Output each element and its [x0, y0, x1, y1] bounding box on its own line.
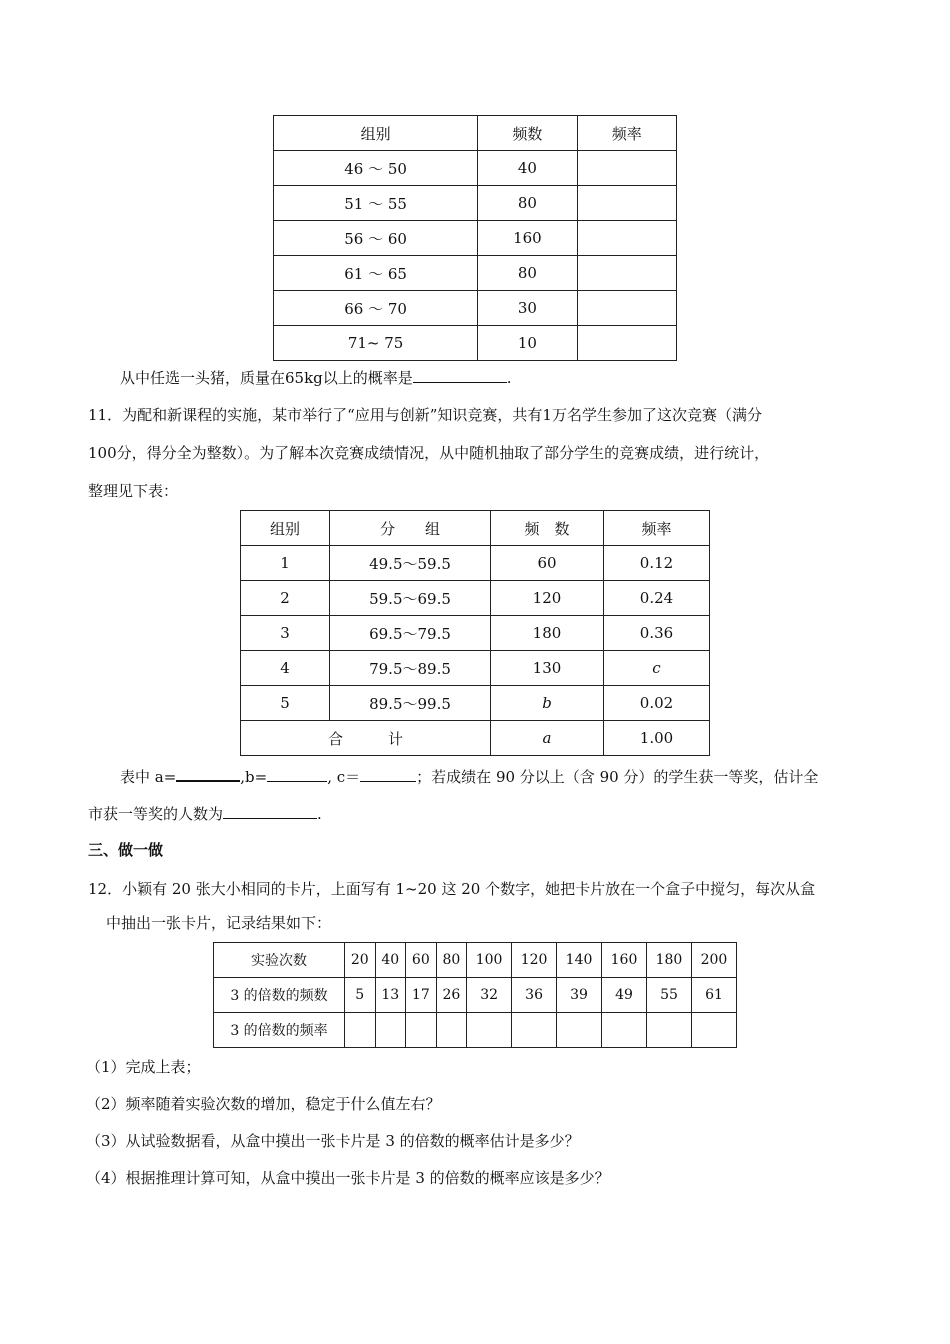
table-cell	[577, 256, 676, 291]
table-cell	[577, 151, 676, 186]
table-cell: 49.5～59.5	[330, 546, 491, 581]
table-cell: 26	[436, 978, 467, 1013]
table-cell: 79.5～89.5	[330, 651, 491, 686]
text-period: .	[317, 805, 322, 823]
table-cell: 80	[478, 186, 577, 221]
q11-line-3: 整理见下表：	[88, 482, 179, 500]
table-cell: 71~ 75	[274, 326, 478, 361]
table-row	[274, 291, 677, 326]
table-cell: 56 ～ 60	[274, 221, 478, 256]
table-cell	[577, 326, 676, 361]
table-cell	[467, 1013, 512, 1048]
table-cell: 32	[467, 978, 512, 1013]
total-label: 合 计	[241, 721, 491, 756]
table-cell: 60	[406, 943, 437, 978]
table-cell: 10	[478, 326, 577, 361]
q11-answer-line	[120, 764, 900, 788]
table-cell	[602, 1013, 647, 1048]
table-cell: 100	[467, 943, 512, 978]
table-cell: 200	[691, 943, 736, 978]
table-cell: 36	[512, 978, 557, 1013]
answer-blank	[413, 366, 507, 383]
q10-question: 从中任选一头猪，质量在65kg以上的概率是	[120, 369, 413, 387]
table-row	[274, 186, 677, 221]
table-row	[214, 1013, 737, 1048]
table-row	[214, 978, 737, 1013]
contest-score-table	[240, 510, 710, 756]
header-cell: 分 组	[330, 511, 491, 546]
experiment-table	[213, 942, 737, 1048]
table-cell: 30	[478, 291, 577, 326]
table-cell-variable	[491, 686, 604, 721]
table-cell: 140	[557, 943, 602, 978]
table-cell: 5	[241, 686, 330, 721]
q10-tail-text: 从中任选一头猪，质量在65kg以上的概率是 .	[120, 366, 900, 389]
answer-blank-c	[360, 765, 416, 782]
table-cell: 17	[406, 978, 437, 1013]
row-label: 3 的倍数的频数	[214, 978, 345, 1013]
table-cell: 1	[241, 546, 330, 581]
table-total-row	[241, 721, 710, 756]
q12-line-1: 12．小颖有 20 张大小相同的卡片，上面写有 1~20 这 20 个数字，她把卡片放在一个盒子中搅匀，每次从盒	[88, 880, 816, 898]
q11-line-1: 11．为配和新课程的实施，某市举行了“应用与创新”知识竞赛，共有1万名学生参加了这次竞赛（满分	[88, 406, 762, 424]
sub-question-2: （2）频率随着实验次数的增加，稳定于什么值左右？	[86, 1095, 441, 1113]
table-cell-variable	[604, 651, 710, 686]
variable-a: a	[542, 729, 552, 747]
answer-blank-count	[223, 802, 317, 819]
table-cell: 160	[478, 221, 577, 256]
table-cell: 160	[602, 943, 647, 978]
table-cell: 40	[375, 943, 406, 978]
table-cell: 61 ～ 65	[274, 256, 478, 291]
table-cell: 80	[478, 256, 577, 291]
text-count: 市获一等奖的人数为	[88, 805, 224, 823]
q11-answer-line-2	[88, 802, 868, 825]
table-cell: 40	[478, 151, 577, 186]
table-cell: 2	[241, 581, 330, 616]
table-cell	[406, 1013, 437, 1048]
table-header-row	[241, 511, 710, 546]
table-row	[274, 221, 677, 256]
table-row	[274, 256, 677, 291]
table-cell	[375, 1013, 406, 1048]
table-cell	[345, 1013, 376, 1048]
table-row	[274, 151, 677, 186]
table-row	[241, 546, 710, 581]
table-cell: 46 ～ 50	[274, 151, 478, 186]
variable-b: b	[542, 694, 552, 712]
table-cell: 1.00	[604, 721, 710, 756]
table-cell: 0.24	[604, 581, 710, 616]
table-row	[241, 651, 710, 686]
table-header-row	[274, 116, 677, 151]
header-cell: 频 数	[491, 511, 604, 546]
sub-question-3: （3）从试验数据看，从盒中摸出一张卡片是 3 的倍数的概率估计是多少？	[86, 1132, 580, 1150]
q11-line-2: 100分，得分全为整数）。为了解本次竞赛成绩情况，从中随机抽取了部分学生的竞赛成绩，进行统计，	[88, 444, 770, 462]
table-cell: 0.36	[604, 616, 710, 651]
table-cell	[577, 221, 676, 256]
header-cell: 频率	[577, 116, 676, 151]
header-cell: 频数	[478, 116, 577, 151]
table-row	[214, 943, 737, 978]
table-cell: 5	[345, 978, 376, 1013]
table-cell	[647, 1013, 692, 1048]
header-cell: 组别	[274, 116, 478, 151]
section-title: 三、做一做	[88, 841, 164, 859]
table-cell: 61	[691, 978, 736, 1013]
row-label: 3 的倍数的频率	[214, 1013, 345, 1048]
table-cell: 4	[241, 651, 330, 686]
table-cell: 59.5～69.5	[330, 581, 491, 616]
pig-weight-table	[273, 115, 677, 361]
table-cell: 3	[241, 616, 330, 651]
table-cell: 60	[491, 546, 604, 581]
table-row	[241, 686, 710, 721]
table-cell: 0.02	[604, 686, 710, 721]
table-cell: 51 ～ 55	[274, 186, 478, 221]
table-cell	[691, 1013, 736, 1048]
table-row	[274, 326, 677, 361]
text-b: ,b=	[240, 768, 268, 786]
variable-c: c	[652, 659, 661, 677]
table-cell: 180	[491, 616, 604, 651]
table-cell: 39	[557, 978, 602, 1013]
q12-line-2: 中抽出一张卡片，记录结果如下：	[106, 914, 332, 932]
table-cell: 89.5～99.5	[330, 686, 491, 721]
table-cell: 130	[491, 651, 604, 686]
header-cell: 组别	[241, 511, 330, 546]
header-cell: 频率	[604, 511, 710, 546]
text-a: 表中 a=	[120, 768, 177, 786]
answer-blank-a	[176, 764, 240, 782]
table-cell: 49	[602, 978, 647, 1013]
answer-blank-b	[267, 765, 327, 782]
table-cell: 69.5～79.5	[330, 616, 491, 651]
table-cell	[512, 1013, 557, 1048]
text-prize: ；若成绩在 90 分以上（含 90 分）的学生获一等奖，估计全	[416, 768, 819, 786]
table-cell: 13	[375, 978, 406, 1013]
row-label: 实验次数	[214, 943, 345, 978]
table-cell: 55	[647, 978, 692, 1013]
table-cell: 180	[647, 943, 692, 978]
table-cell: 120	[512, 943, 557, 978]
table-cell-variable	[491, 721, 604, 756]
table-row	[241, 616, 710, 651]
table-cell: 66 ～ 70	[274, 291, 478, 326]
table-row	[241, 581, 710, 616]
table-cell: 120	[491, 581, 604, 616]
text-c: , c＝	[327, 768, 361, 786]
sub-question-4: （4）根据推理计算可知，从盒中摸出一张卡片是 3 的倍数的概率应该是多少？	[86, 1169, 610, 1187]
table-cell	[436, 1013, 467, 1048]
table-cell	[577, 291, 676, 326]
table-cell: 0.12	[604, 546, 710, 581]
table-cell: 20	[345, 943, 376, 978]
table-cell	[557, 1013, 602, 1048]
table-cell: 80	[436, 943, 467, 978]
table-cell	[577, 186, 676, 221]
sub-question-1: （1）完成上表；	[86, 1058, 201, 1076]
